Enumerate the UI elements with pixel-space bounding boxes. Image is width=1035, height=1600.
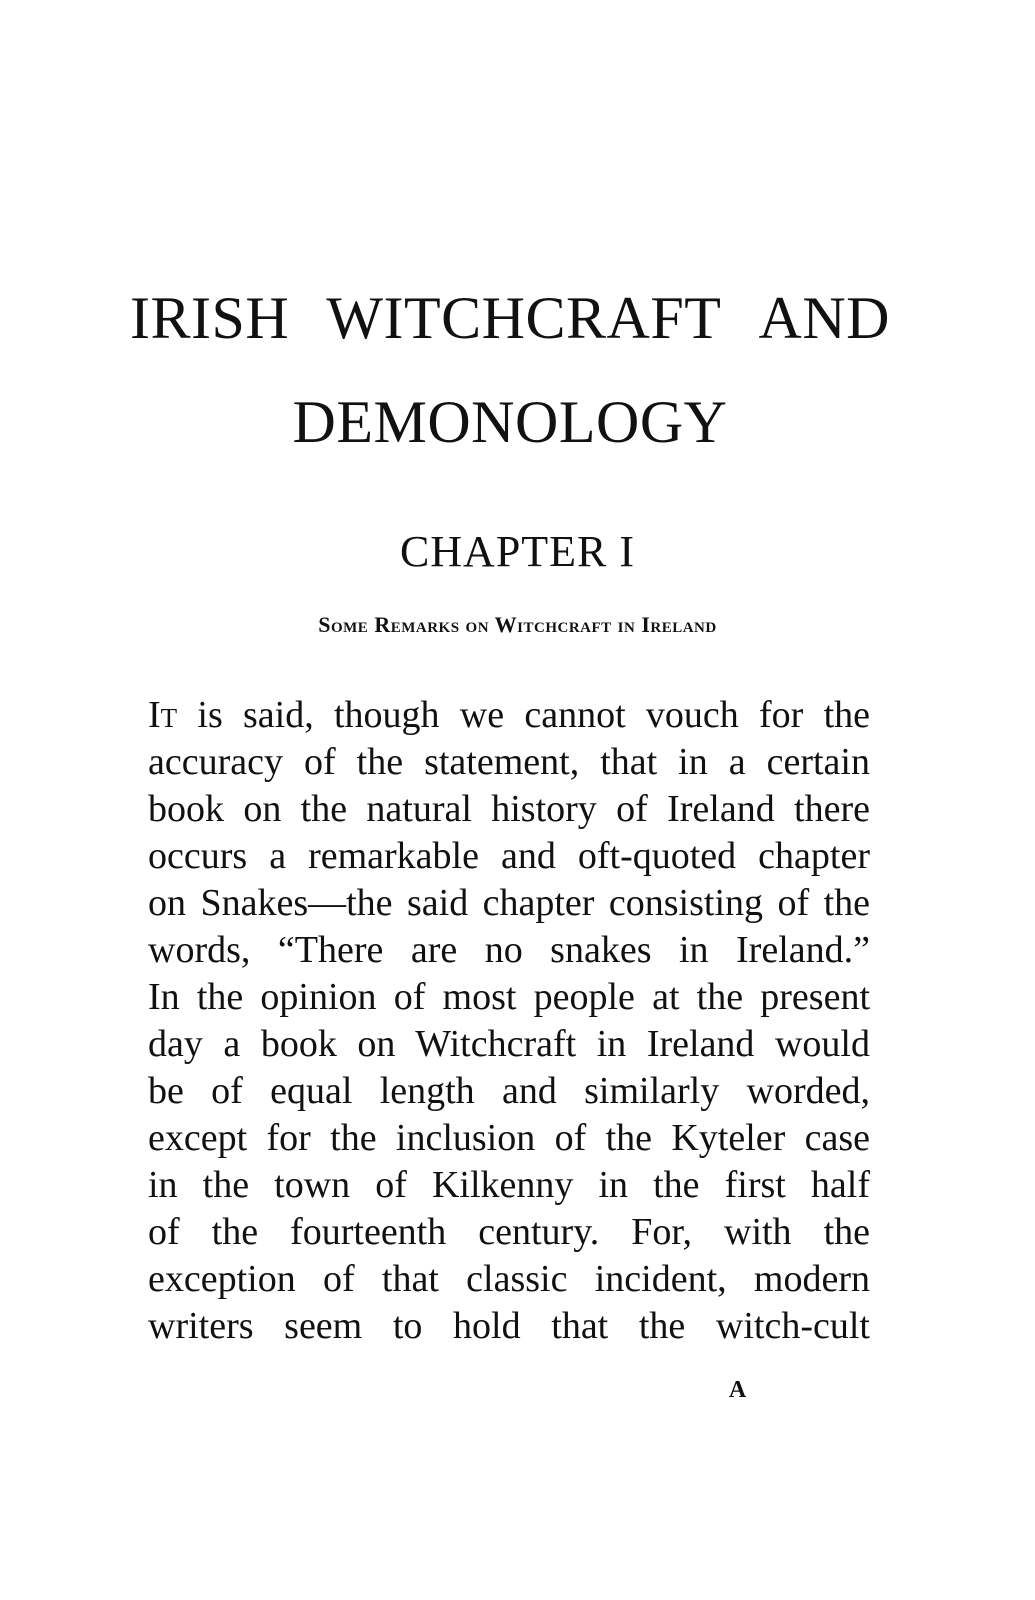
text-line: In the opinion of most people at the present	[148, 976, 870, 1018]
printer-signature-mark: A	[728, 1377, 747, 1403]
text-line: exception of that classic incident, modern	[148, 1258, 870, 1300]
text-line: accuracy of the statement, that in a certain	[148, 741, 870, 783]
book-title-line-2: DEMONOLOGY	[292, 389, 728, 455]
line-text: is said, though we cannot vouch for the	[177, 694, 870, 736]
chapter-subtitle: Some Remarks on Witchcraft in Ireland	[318, 612, 717, 637]
text-line	[148, 692, 870, 739]
text-line: writers seem to hold that the witch-cult	[148, 1305, 870, 1347]
text-line: be of equal length and similarly worded,	[148, 1070, 870, 1112]
text-line: day a book on Witchcraft in Ireland would	[148, 1023, 870, 1065]
body-paragraph	[148, 692, 870, 1350]
text-line: words, “There are no snakes in Ireland.”	[148, 929, 870, 971]
text-line: except for the inclusion of the Kyteler case	[148, 1117, 870, 1159]
title-word-and: AND	[758, 285, 890, 351]
book-title-line-1	[130, 285, 890, 351]
text-line: book on the natural history of Ireland there	[148, 788, 870, 830]
chapter-heading: CHAPTER I	[399, 527, 636, 576]
text-line: of the fourteenth century. For, with the	[148, 1211, 870, 1253]
opening-word: It	[148, 694, 178, 736]
text-line: occurs a remarkable and oft-quoted chapter	[148, 835, 870, 877]
title-word-witchcraft: WITCHCRAFT	[326, 285, 722, 351]
title-word-irish: IRISH	[130, 285, 290, 351]
text-line: in the town of Kilkenny in the first half	[148, 1164, 870, 1206]
text-line: on Snakes—the said chapter consisting of the	[148, 882, 870, 924]
